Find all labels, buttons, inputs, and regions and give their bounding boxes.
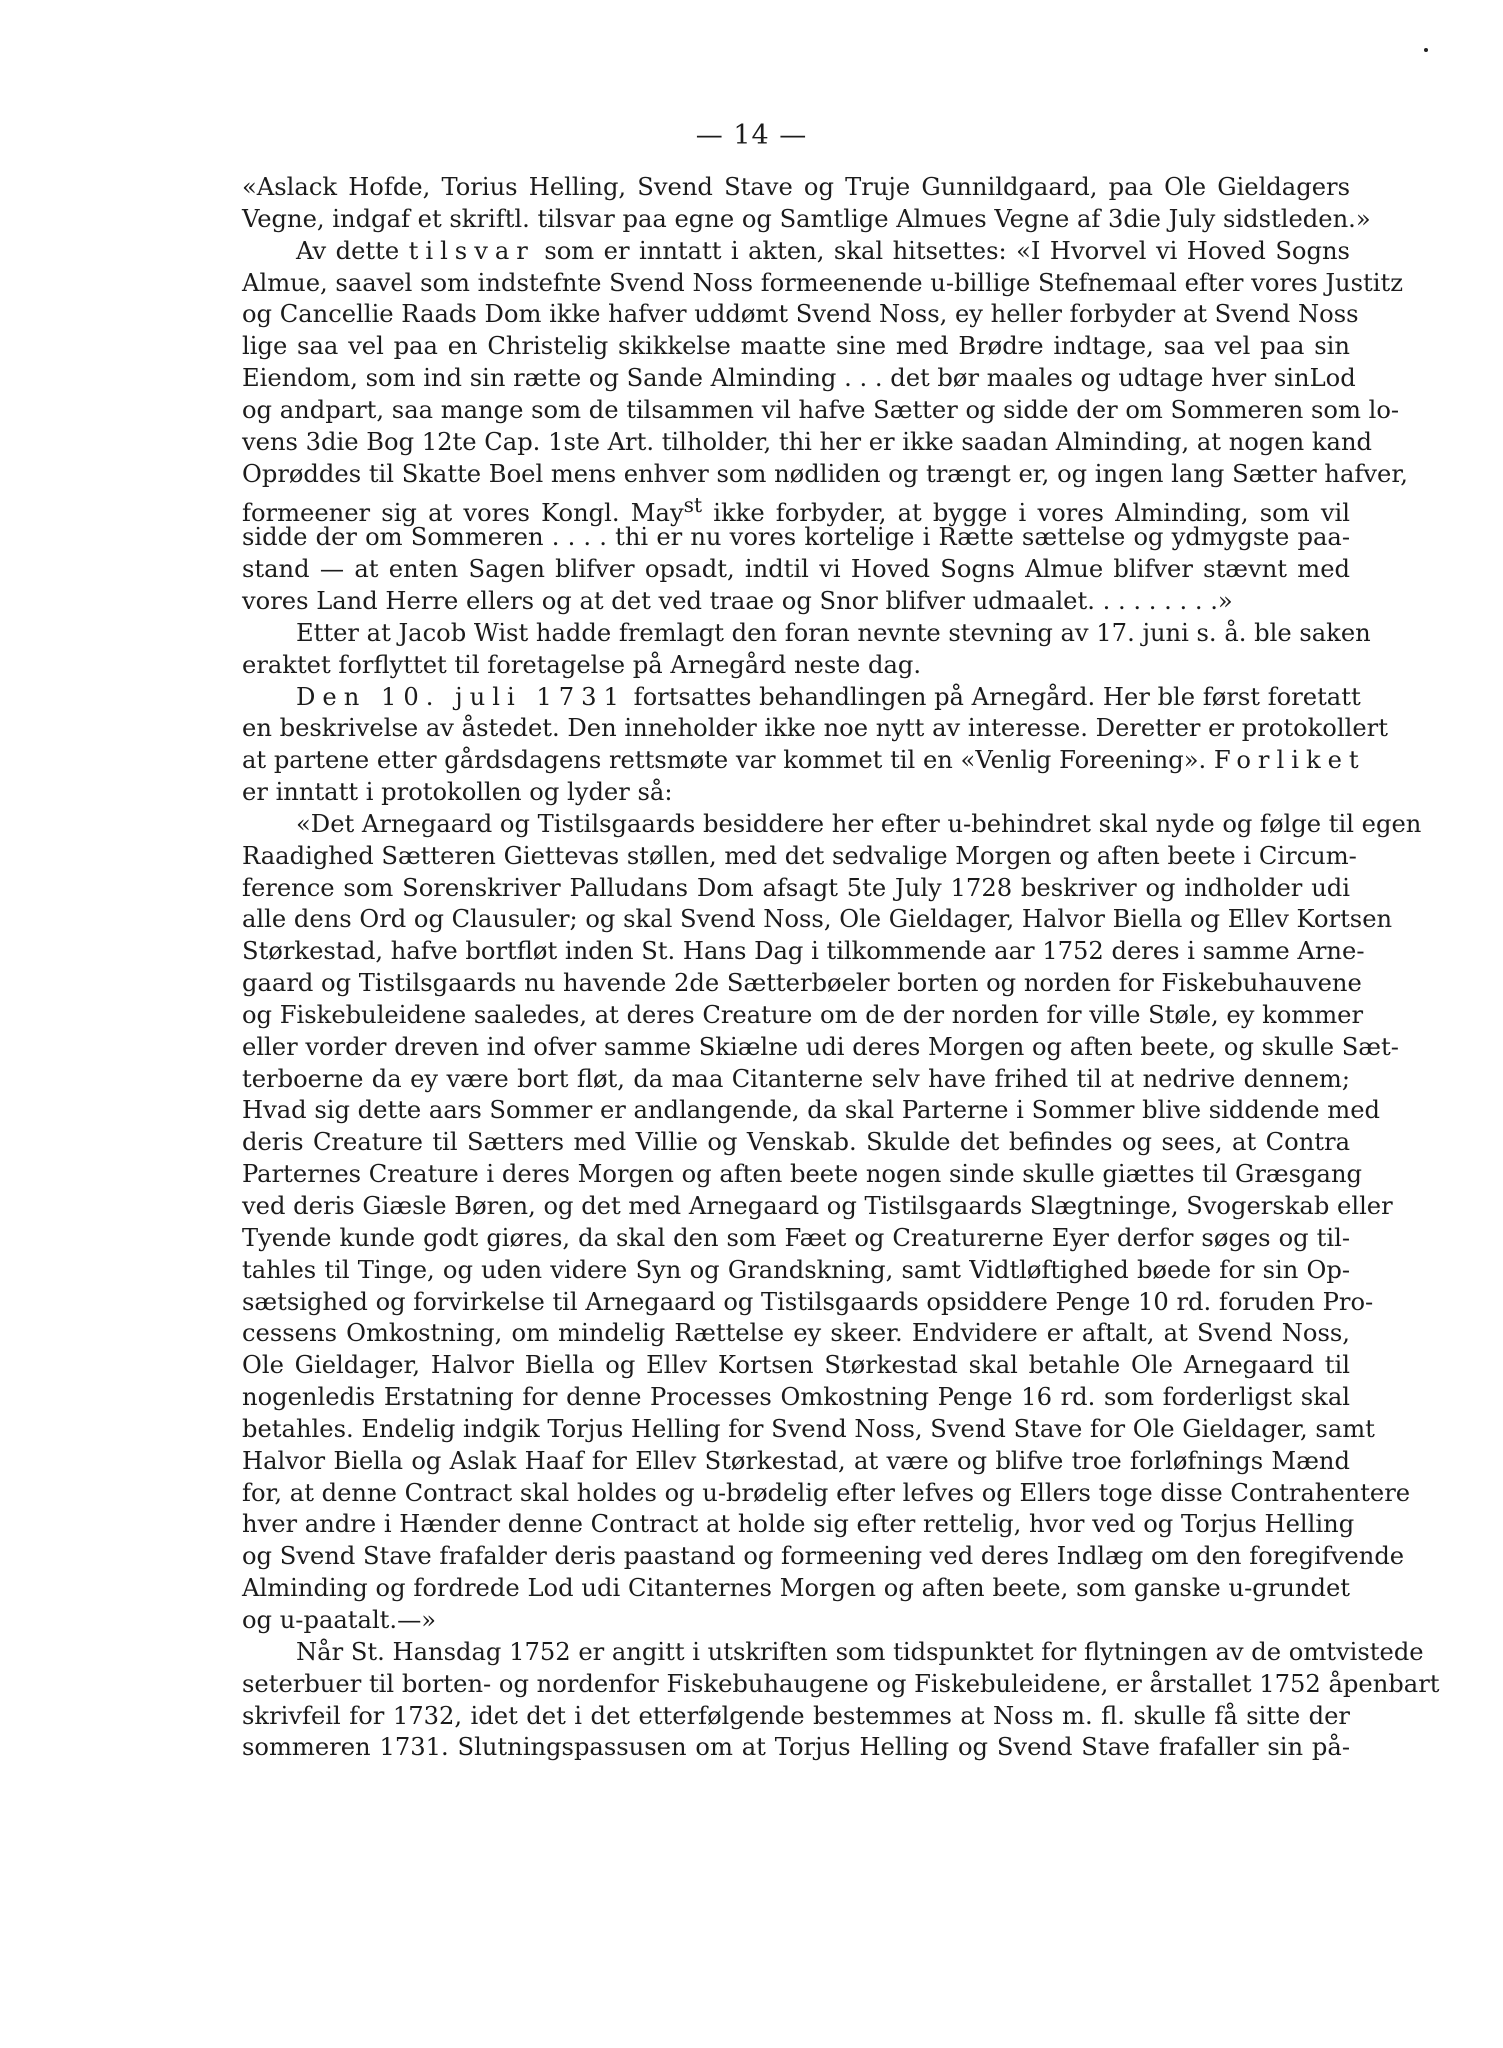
text-fragment: fortsattes behandlingen på Arnegård. Her ble først foretatt	[633, 682, 1361, 711]
text-line: Halvor Biella og Aslak Haaf for Ellev Størkestad, at være og blifve troe forløfnings Mænd	[242, 1446, 1350, 1475]
text-line: cessens Omkostning, om mindelig Rættelse ey skeer. Endvidere er aftalt, at Svend Noss,	[242, 1319, 1350, 1348]
superscript: st	[683, 493, 703, 518]
text-line: sætsighed og forvirkelse til Arnegaard og Tistilsgaards opsiddere Penge 10 rd. foruden Pro-	[242, 1287, 1374, 1316]
page-number: — 14 —	[695, 120, 808, 151]
text-fragment: formeener sig at vores Kongl. May	[242, 499, 684, 528]
spaced-emphasis: tilsvar	[408, 236, 535, 265]
text-fragment: som er inntatt i akten, skal hitsettes: «I Hvorvel vi Hoved Sogns	[544, 236, 1350, 265]
text-line: Oprøddes til Skatte Boel mens enhver som nødliden og trængt er, og ingen lang Sætter hafver,	[242, 459, 1408, 488]
text-line: en beskrivelse av åstedet. Den inneholder ikke noe nytt av interesse. Deretter er protokollert	[242, 714, 1388, 743]
text-line: Etter at Jacob Wist hadde fremlagt den foran nevnte stevning av 17. juni s. å. ble saken	[296, 618, 1371, 647]
text-fragment: at partene etter gårdsdagens rettsmøte var kommet til en «Venlig Foreening».	[242, 746, 1207, 775]
text-line: er inntatt i protokollen og lyder så:	[242, 778, 673, 807]
text-line: Vegne, indgaf et skriftl. tilsvar paa egne og Samtlige Almues Vegne af 3die July sidstleden.»	[242, 204, 1371, 233]
text-line	[242, 682, 1361, 714]
text-line: hver andre i Hænder denne Contract at holde sig efter rettelig, hvor ved og Torjus Helling	[242, 1510, 1355, 1539]
text-line: stand — at enten Sagen blifver opsadt, indtil vi Hoved Sogns Almue blifver stævnt med	[242, 555, 1350, 584]
text-line: «Det Arnegaard og Tistilsgaards besiddere her efter u-behindret skal nyde og følge til egen	[296, 809, 1422, 838]
text-line: og u-paatalt.—»	[242, 1605, 437, 1634]
text-line: gaard og Tistilsgaards nu havende 2de Sætterbøeler borten og norden for Fiskebuhauvene	[242, 969, 1362, 998]
text-line: Eiendom, som ind sin rætte og Sande Alminding . . . det bør maales og udtage hver sinLod	[242, 364, 1356, 393]
text-line: tahles til Tinge, og uden videre Syn og Grandskning, samt Vidtløftighed bøede for sin Op-	[242, 1255, 1350, 1284]
spaced-emphasis: Forliket	[1213, 746, 1366, 775]
text-line: nogenledis Erstatning for denne Processes Omkostning Penge 16 rd. som forderligst skal	[242, 1383, 1350, 1412]
text-line: sommeren 1731. Slutningspassusen om at Torjus Helling og Svend Stave frafaller sin på-	[242, 1733, 1350, 1762]
text-line: for, at denne Contract skal holdes og u-brødelig efter lefves og Ellers toge disse Contrahentere	[242, 1478, 1411, 1507]
text-line: vores Land Herre ellers og at det ved traae og Snor blifver udmaalet. . . . . . . . .»	[242, 586, 1233, 615]
text-line: Almue, saavel som indstefnte Svend Noss formeenende u-billige Stefnemaal efter vores Justitz	[242, 268, 1403, 297]
text-line: Hvad sig dette aars Sommer er andlangende, da skal Parterne i Sommer blive siddende med	[242, 1096, 1381, 1125]
text-line: Parternes Creature i deres Morgen og aften beete nogen sinde skulle giættes til Græsgang	[242, 1160, 1363, 1189]
text-line: og andpart, saa mange som de tilsammen vil hafve Sætter og sidde der om Sommeren som lo-	[242, 395, 1400, 424]
text-fragment: Av dette	[296, 236, 400, 265]
text-fragment: ikke forbyder, at bygge i vores Alminding, som vil	[713, 499, 1350, 528]
text-line: skrivfeil for 1732, idet det i det etterfølgende bestemmes at Noss m. fl. skulle få sitte der	[242, 1701, 1350, 1730]
text-line: Når St. Hansdag 1752 er angitt i utskriften som tidspunktet for flytningen av de omtvistede	[296, 1637, 1424, 1666]
text-line: Tyende kunde godt giøres, da skal den som Fæet og Creaturerne Eyer derfor søges og til-	[242, 1223, 1350, 1252]
text-line: Raadighed Sætteren Giettevas støllen, med det sedvalige Morgen og aften beete i Circum-	[242, 841, 1357, 870]
text-line: betahles. Endelig indgik Torjus Helling for Svend Noss, Svend Stave for Ole Gieldager, samt	[242, 1414, 1375, 1443]
text-line	[242, 745, 1366, 777]
text-line: Størkestad, hafve bortfløt inden St. Hans Dag i tilkommende aar 1752 deres i samme Arne-	[242, 937, 1365, 966]
body-text	[242, 172, 1440, 1764]
scan-dot	[1424, 48, 1428, 52]
text-line: terboerne da ey være bort fløt, da maa Citanterne selv have frihed til at nedrive dennem;	[242, 1064, 1350, 1093]
text-line	[242, 490, 1350, 528]
text-line: sidde der om Sommeren . . . . thi er nu vores kortelige i Rætte sættelse og ydmygste paa-	[242, 523, 1350, 552]
text-line: vens 3die Bog 12te Cap. 1ste Art. tilholder, thi her er ikke saadan Alminding, at nogen kand	[242, 427, 1373, 456]
text-line: eraktet forflyttet til foretagelse på Arnegård neste dag.	[242, 650, 922, 679]
text-line: eller vorder dreven ind ofver samme Skiælne udi deres Morgen og aften beete, og skulle Sæt-	[242, 1032, 1399, 1061]
text-line: Alminding og fordrede Lod udi Citanternes Morgen og aften beete, som ganske u-grundet	[242, 1574, 1350, 1603]
text-line: ference som Sorenskriver Palludans Dom afsagt 5te July 1728 beskriver og indholder udi	[242, 873, 1350, 902]
text-line: «Aslack Hofde, Torius Helling, Svend Stave og Truje Gunnildgaard, paa Ole Gieldagers	[242, 173, 1350, 201]
text-line: alle dens Ord og Clausuler; og skal Svend Noss, Ole Gieldager, Halvor Biella og Ellev Kortsen	[242, 905, 1393, 934]
text-line: seterbuer til borten- og nordenfor Fiskebuhaugene og Fiskebuleidene, er årstallet 1752 åpenbart	[242, 1669, 1440, 1698]
text-line: og Svend Stave frafalder deris paastand og formeening ved deres Indlæg om den foregifvende	[242, 1542, 1405, 1571]
text-line: og Fiskebuleidene saaledes, at deres Creature om de der norden for ville Støle, ey kommer	[242, 1000, 1364, 1029]
text-line: ved deris Giæsle Børen, og det med Arnegaard og Tistilsgaards Slægtninge, Svogerskab eller	[242, 1192, 1393, 1220]
text-line: deris Creature til Sætters med Villie og Venskab. Skulde det befindes og sees, at Contra	[242, 1128, 1350, 1157]
text-line	[242, 236, 1350, 268]
text-line: lige saa vel paa en Christelig skikkelse maatte sine med Brødre indtage, saa vel paa sin	[242, 332, 1350, 361]
spaced-emphasis: Den 10. juli 1731	[296, 682, 626, 711]
text-line: Ole Gieldager, Halvor Biella og Ellev Kortsen Størkestad skal betahle Ole Arnegaard til	[242, 1351, 1350, 1380]
text-line: og Cancellie Raads Dom ikke hafver uddømt Svend Noss, ey heller forbyder at Svend Noss	[242, 300, 1359, 329]
